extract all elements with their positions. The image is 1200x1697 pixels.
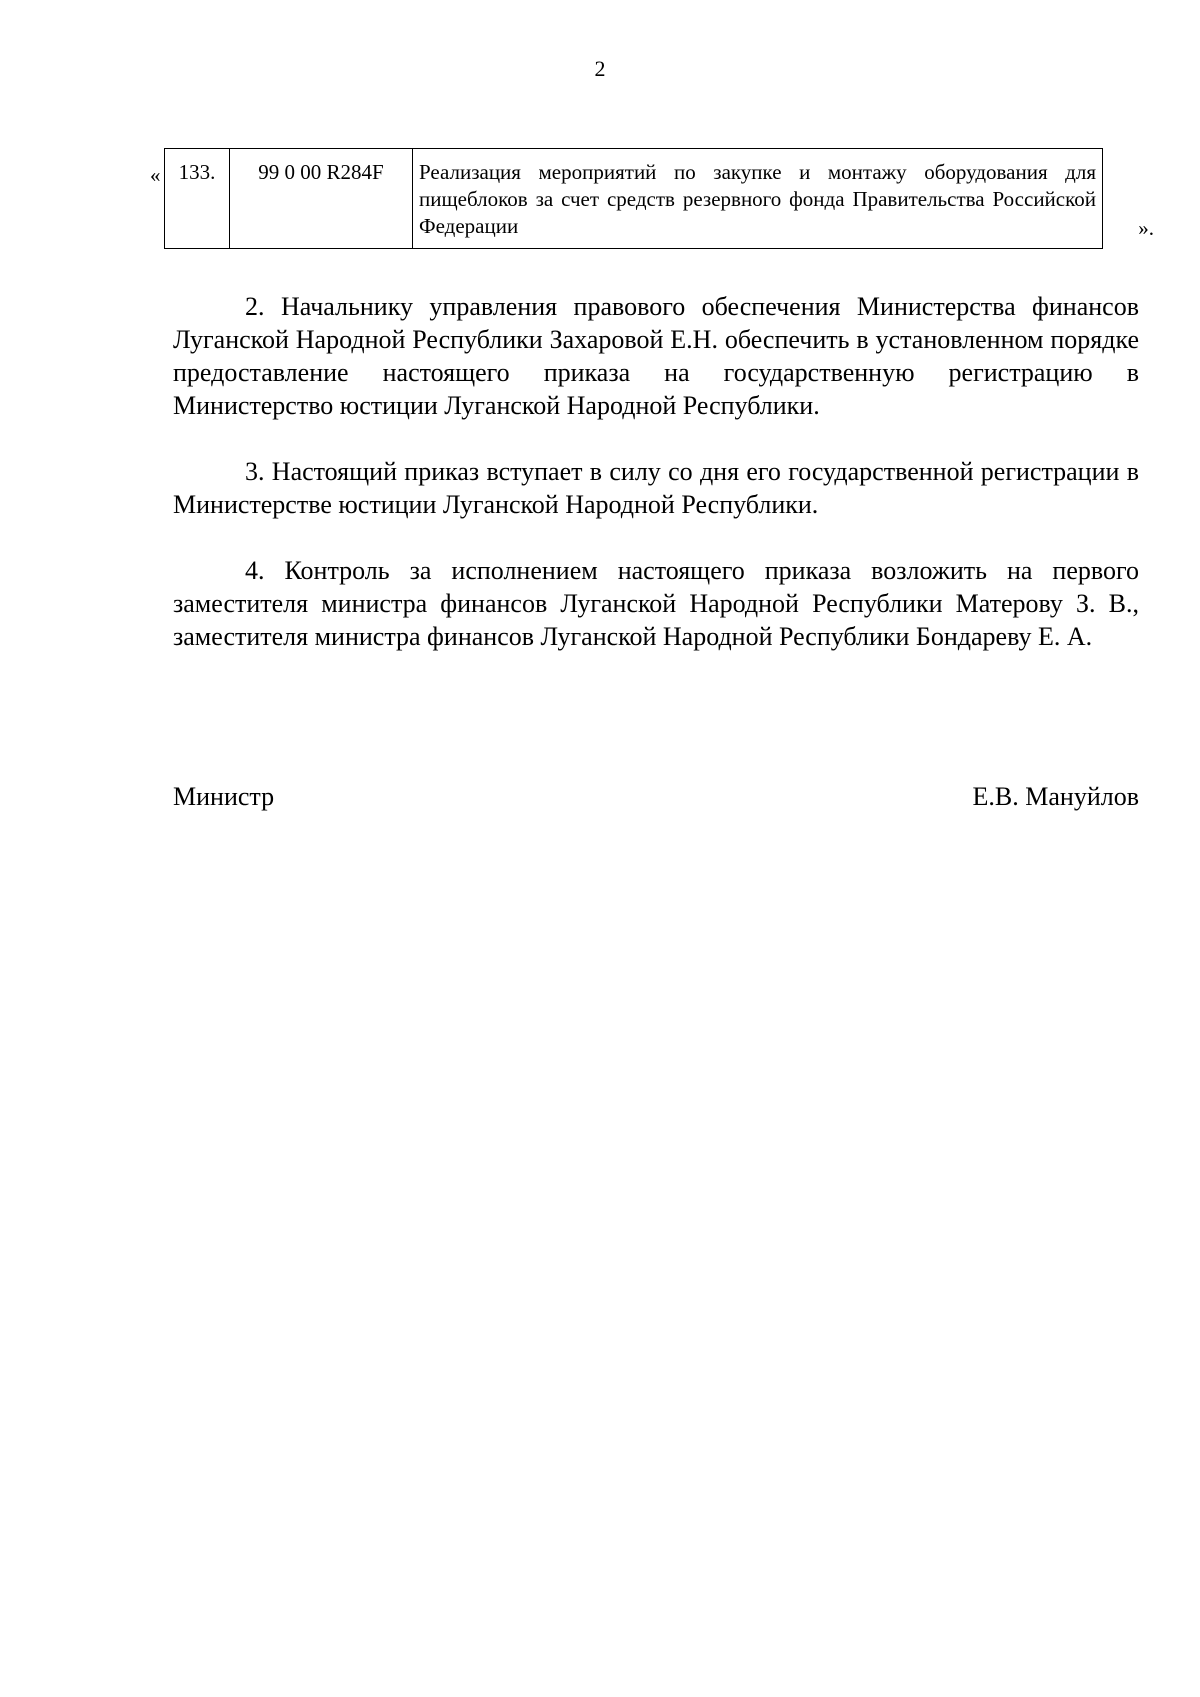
signature-block	[173, 780, 1139, 813]
budget-table	[164, 148, 1103, 249]
signatory-position: Министр	[173, 782, 275, 811]
paragraph-2: 2. Начальнику управления правового обеспечения Министерства финансов Луганской Народной Республики Захаровой Е.Н. обеспечить в установленном порядке предоставление настоящего приказа на государственную регистрацию в Министерство юстиции Луганской Народной Республики.	[173, 292, 1139, 420]
paragraph-3: 3. Настоящий приказ вступает в силу со дня его государственной регистрации в Министерстве юстиции Луганской Народной Республики.	[173, 457, 1139, 519]
opening-quote: «	[150, 163, 161, 187]
description-cell: Реализация мероприятий по закупке и монтажу оборудования для пищеблоков за счет средств резервного фонда Правительства Российской Федерации	[413, 149, 1103, 249]
paragraph-4: 4. Контроль за исполнением настоящего приказа возложить на первого заместителя министра финансов Луганской Народной Республики Матерову З. В., заместителя министра финансов Луганской Народной Республики Бондареву Е. А.	[173, 556, 1139, 651]
budget-code-cell: 99 0 00 R284F	[230, 149, 413, 249]
order-body	[173, 290, 1139, 686]
signatory-name: Е.В. Мануйлов	[972, 782, 1139, 811]
table-row	[165, 149, 1103, 249]
row-number-cell: 133.	[165, 149, 230, 249]
closing-quote: ».	[1138, 216, 1154, 240]
page-number: 2	[594, 56, 606, 81]
budget-table-container	[150, 148, 1154, 249]
